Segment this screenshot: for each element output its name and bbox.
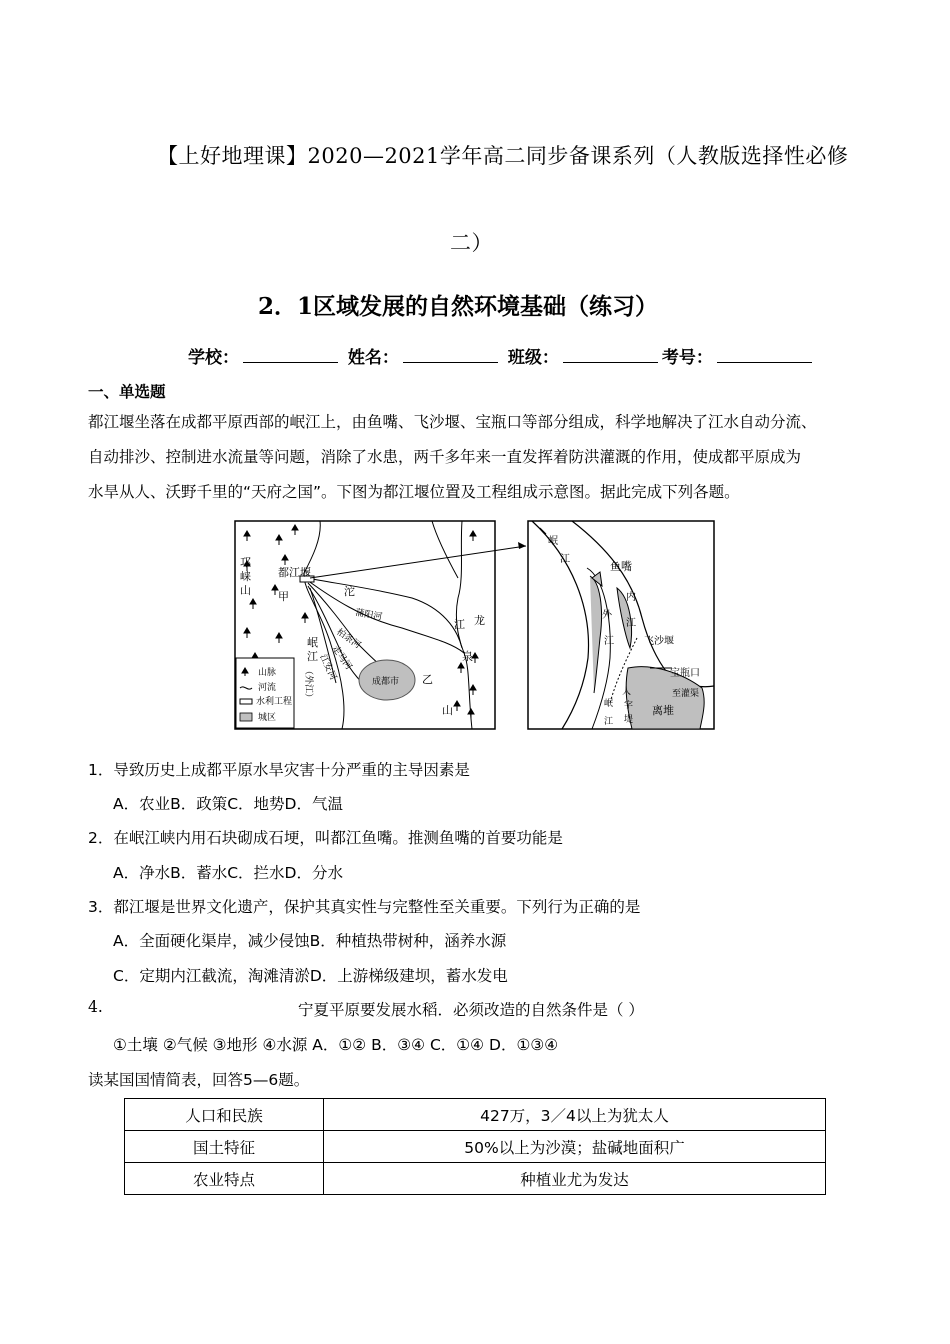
table-cell: 种植业尤为发达: [324, 1163, 826, 1195]
label-quan: 泉: [462, 650, 473, 663]
passage-line: 都江堰坐落在成都平原西部的岷江上，由鱼嘴、飞沙堰、宝瓶口等部分组成，科学地解决了江水自动分流、: [88, 413, 817, 431]
table-cell: 人口和民族: [125, 1099, 324, 1131]
question-3-options-b: C．定期内江截流，淘滩清淤D．上游梯级建坝，蓄水发电: [113, 967, 508, 985]
question-2-stem: 2．在岷江峡内用石块砌成石埂，叫都江鱼嘴。推测鱼嘴的首要功能是: [88, 829, 563, 847]
label-nei-jiang: 江: [626, 618, 636, 629]
label-qionglai-2: 崃: [240, 570, 251, 583]
table-row: [125, 1131, 826, 1163]
label-zouma: 走马河: [329, 643, 354, 672]
table-row: [125, 1163, 826, 1195]
name-label: 姓名：: [347, 348, 399, 368]
map-legend: [236, 658, 294, 728]
legend-urban: 城区: [258, 713, 277, 723]
passage-line: 水旱从人、沃野千里的“天府之国”。下图为都江堰位置及工程组成示意图。据此完成下列各题。: [88, 483, 740, 501]
label-wai-jiang: 江: [604, 636, 614, 647]
label-jia: 甲: [278, 590, 289, 603]
inset-arrow: [310, 546, 526, 578]
label-yuzui: 鱼嘴: [610, 560, 632, 573]
section-heading: 一、单选题: [88, 383, 166, 401]
table-cell: 农业特点: [125, 1163, 324, 1195]
label-min-top: 岷: [548, 536, 558, 547]
table-row: [125, 1099, 826, 1131]
student-info: [188, 343, 816, 368]
label-shan: 山: [442, 704, 453, 717]
label-yi: 乙: [422, 673, 433, 686]
label-qionglai-1: 邛: [240, 556, 251, 569]
class-blank[interactable]: [563, 344, 658, 363]
label-dujiangyan: 都江堰: [278, 566, 311, 579]
question-1-stem: 1．导致历史上成都平原水旱灾害十分严重的主导因素是: [88, 761, 470, 779]
table-cell: 国土特征: [125, 1131, 324, 1163]
legend-water-project: 水利工程: [256, 697, 293, 707]
question-2-options: A．净水B．蓄水C．拦水D．分水: [113, 864, 343, 882]
header-line-1: 【上好地理课】2020—2021学年高二同步备课系列（人教版选择性必修: [157, 144, 849, 168]
exam-no-blank[interactable]: [717, 344, 812, 363]
table-cell: 50%以上为沙漠；盐碱地面积广: [324, 1131, 826, 1163]
school-blank[interactable]: [243, 344, 338, 363]
label-jiang-bot: 江: [604, 717, 614, 727]
question-4-number: 4.: [88, 998, 103, 1016]
label-baitiao: 柏条河: [334, 627, 363, 651]
label-jiang: 江: [454, 618, 465, 631]
right-map: [528, 521, 714, 729]
question-3-options-a: A．全面硬化渠岸，减少侵蚀B．种植热带树种，涵养水源: [113, 932, 507, 950]
country-info-table: [124, 1098, 826, 1195]
school-label: 学校：: [188, 348, 239, 368]
table-cell: 427万，3／4以上为犹太人: [324, 1099, 826, 1131]
label-baopingkou: 宝瓶口: [670, 668, 700, 679]
question-1-options: A．农业B．政策C．地势D．气温: [113, 795, 343, 813]
dujiangyan-map: [232, 518, 718, 732]
label-nei: 内: [626, 592, 636, 603]
passage-line: 自动排沙、控制进水流量等问题，消除了水患，两千多年来一直发挥着防洪灌溉的作用，使成都平原成为: [88, 448, 802, 466]
label-zhiguanqu: 至灌渠: [672, 689, 700, 699]
label-qionglai-3: 山: [240, 584, 251, 597]
name-blank[interactable]: [403, 344, 498, 363]
table-intro: 读某国国情简表，回答5—6题。: [88, 1071, 310, 1089]
label-wai: 外: [602, 610, 612, 621]
passage: [88, 405, 817, 510]
question-3-stem: 3．都江堰是世界文化遗产，保护其真实性与完整性至关重要。下列行为正确的是: [88, 898, 641, 916]
label-feishayan: 飞沙堰: [644, 636, 674, 647]
class-label: 班级：: [507, 348, 559, 368]
header-line-2: 二）: [450, 231, 493, 255]
left-map: [235, 521, 526, 729]
legend-mountain: 山脉: [258, 668, 277, 678]
label-tuo: 沱: [344, 585, 355, 598]
label-chengdu: 成都市: [372, 677, 400, 687]
exam-no-label: 考号：: [661, 348, 713, 368]
label-lidui: 离堆: [652, 704, 674, 717]
page-title: 2．1区域发展的自然环境基础（练习）: [258, 293, 659, 320]
label-min: 岷: [307, 636, 318, 649]
label-min-bot: 岷: [604, 699, 614, 709]
question-4-stem: 宁夏平原要发展水稻．必须改造的自然条件是（ ）: [298, 1001, 644, 1019]
label-jiangan: 江安河: [317, 653, 338, 682]
label-waijiang: （外江）: [303, 666, 313, 703]
label-jiang-top: 江: [560, 554, 570, 565]
label-di: 堤: [624, 715, 634, 725]
label-zi: 字: [624, 701, 634, 711]
label-jiang-2: 江: [307, 650, 318, 663]
label-long: 龙: [474, 614, 485, 627]
question-4-options: ①土壤 ②气候 ③地形 ④水源 A．①② B．③④ C．①④ D．①③④: [113, 1036, 559, 1054]
label-puyang: 蒲阳河: [354, 608, 383, 623]
label-ren: 人: [622, 687, 632, 697]
legend-river: 河流: [258, 683, 277, 693]
